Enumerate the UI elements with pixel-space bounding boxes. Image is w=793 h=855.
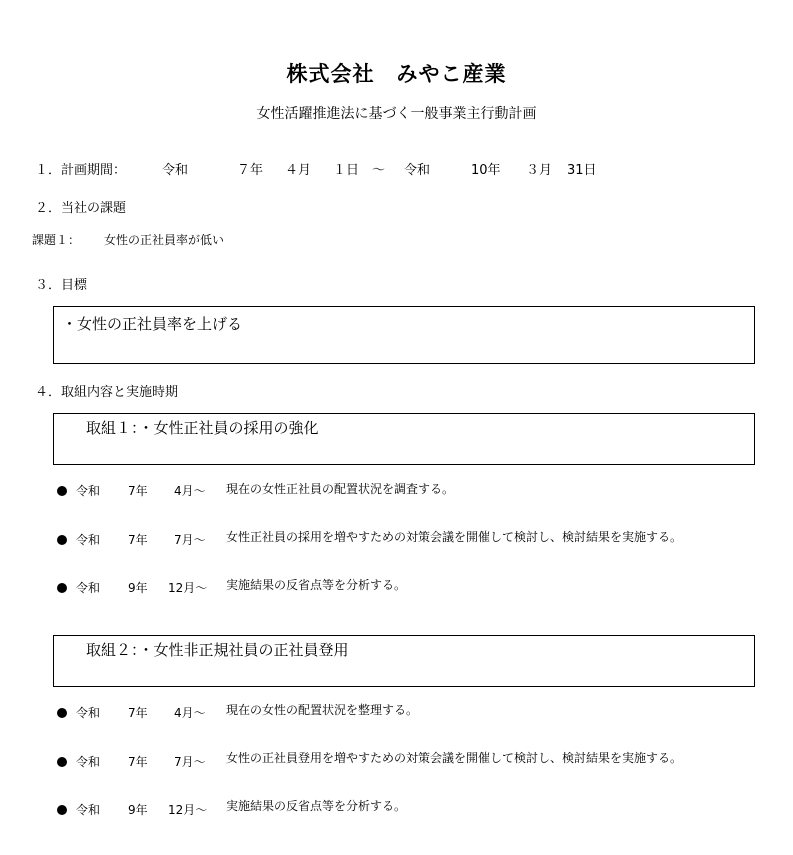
schedule-text: 女性正社員の採用を増やすための対策会議を開催して検討し、検討結果を実施する。 [226,530,683,544]
schedule-year: 7年 [128,484,148,498]
period-start-month: ４月 [285,163,312,178]
bullet-icon [57,583,67,593]
period-start-day: １日 [333,163,360,178]
initiative-box-2 [53,635,755,687]
schedule-year: 9年 [128,581,148,595]
schedule-month: 7月～ [174,755,206,769]
schedule-month: 12月～ [168,581,208,595]
bullet-icon [57,805,67,815]
bullet-icon [57,757,67,767]
period-separator: ～ [372,163,386,178]
schedule-year: 7年 [128,706,148,720]
schedule-text: 現在の女性の配置状況を整理する。 [226,703,419,717]
initiative-box-1 [53,413,755,465]
schedule-year: 9年 [128,803,148,817]
issue-label: 課題１： [32,233,81,247]
schedule-era: 令和 [76,533,101,547]
period-end-month: ３月 [526,163,553,178]
bullet-icon [57,535,67,545]
schedule-text: 女性の正社員登用を増やすための対策会議を開催して検討し、検討結果を実施する。 [226,751,683,765]
goal-text: ・女性の正社員率を上げる [62,315,243,333]
schedule-year: 7年 [128,755,148,769]
schedule-month: 4月～ [174,706,206,720]
period-end-era: 令和 [404,163,431,178]
initiative-title-1: 取組１：・女性正社員の採用の強化 [86,419,319,437]
initiative-title-2: 取組２：・女性非正規社員の正社員登用 [86,641,349,659]
schedule-era: 令和 [76,803,101,817]
period-end-year: 10年 [471,163,501,178]
period-start-year: ７年 [237,163,264,178]
schedule-month: 12月～ [168,803,208,817]
schedule-text: 実施結果の反省点等を分析する。 [226,578,407,592]
bullet-icon [57,708,67,718]
schedule-era: 令和 [76,484,101,498]
schedule-era: 令和 [76,581,101,595]
document-title: 株式会社 みやこ産業 [286,62,507,86]
actions-heading: ４．取組内容と実施時期 [35,385,179,400]
document-subtitle: 女性活躍推進法に基づく一般事業主行動計画 [256,106,537,122]
goal-box [53,306,755,364]
plan-period-label: １．計画期間： [35,163,127,178]
schedule-era: 令和 [76,706,101,720]
schedule-era: 令和 [76,755,101,769]
period-start-era: 令和 [162,163,189,178]
bullet-icon [57,486,67,496]
schedule-year: 7年 [128,533,148,547]
schedule-month: 7月～ [174,533,206,547]
schedule-text: 現在の女性正社員の配置状況を調査する。 [226,482,455,496]
schedule-month: 4月～ [174,484,206,498]
goal-heading: ３．目標 [35,278,88,293]
issues-heading: ２．当社の課題 [35,201,127,216]
issue-text: 女性の正社員率が低い [104,233,225,247]
schedule-text: 実施結果の反省点等を分析する。 [226,799,407,813]
period-end-day: 31日 [567,163,597,178]
